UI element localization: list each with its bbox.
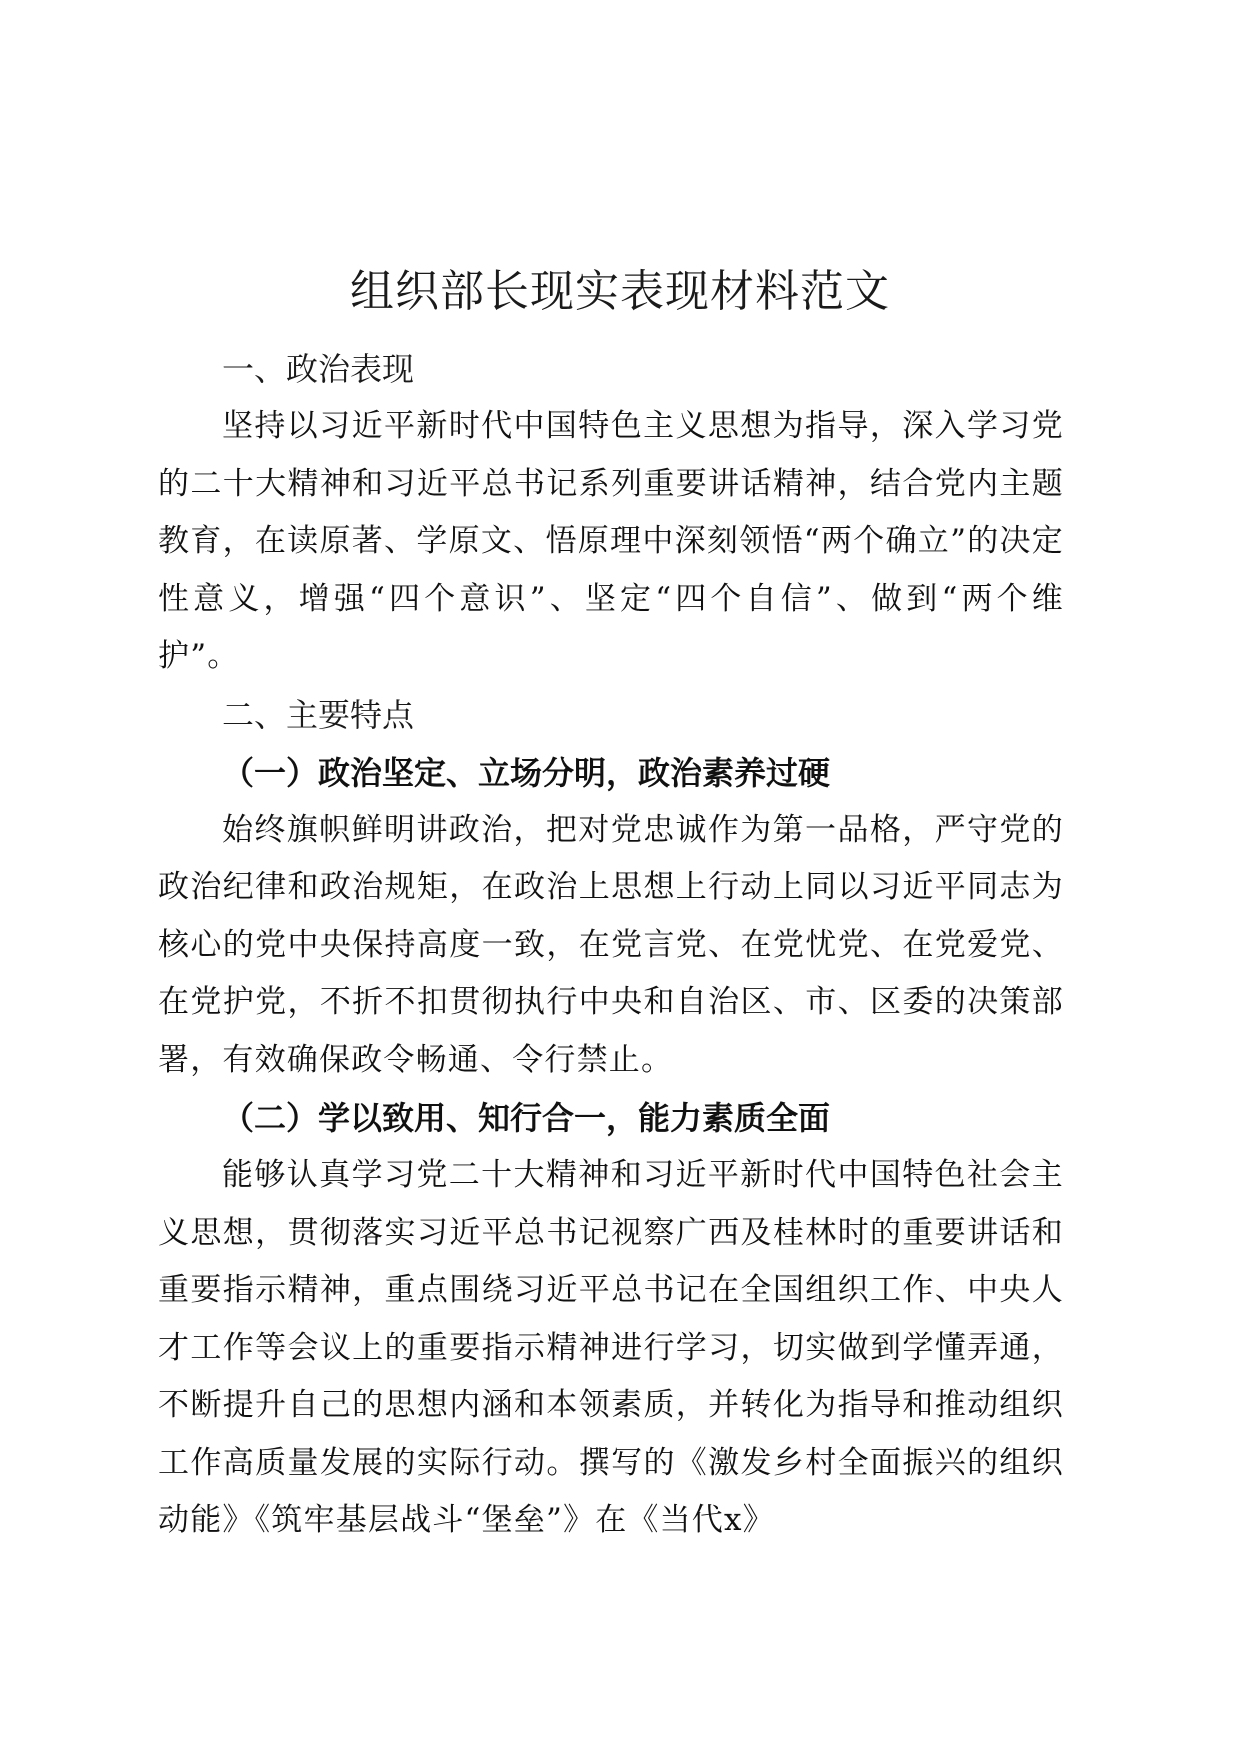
document-title: 组织部长现实表现材料范文	[350, 266, 890, 317]
section-heading-political-performance: 一、政治表现	[222, 350, 415, 388]
paragraph-political-performance: 坚持以习近平新时代中国特色主义思想为指导，深入学习党的二十大精神和习近平总书记系列重要讲话精神，结合党内主题教育，在读原著、学原文、悟原理中深刻领悟“两个确立”的决定性意义，增强“四个意识”、坚定“四个自信”、做到“两个维护”。	[158, 408, 1064, 674]
paragraph-political-firm: 始终旗帜鲜明讲政治，把对党忠诚作为第一品格，严守党的政治纪律和政治规矩，在政治上思想上行动上同以习近平同志为核心的党中央保持高度一致，在党言党、在党忧党、在党爱党、在党护党，不折不扣贯彻执行中央和自治区、市、区委的决策部署，有效确保政令畅通、令行禁止。	[158, 811, 1064, 1078]
paragraph-learning-application: 能够认真学习党二十大精神和习近平新时代中国特色社会主义思想，贯彻落实习近平总书记视察广西及桂林时的重要讲话和重要指示精神，重点围绕习近平总书记在全国组织工作、中央人才工作等会议上的重要指示精神进行学习，切实做到学懂弄通，不断提升自己的思想内涵和本领素质，并转化为指导和推动组织工作高质量发展的实际行动。撰写的《激发乡村全面振兴的组织动能》《筑牢基层战斗“堡垒”》在《当代x》	[158, 1157, 1064, 1538]
subheading-political-firm: （一）政治坚定、立场分明，政治素养过硬	[222, 753, 831, 792]
document-body	[158, 340, 1064, 1550]
subheading-learning-application: （二）学以致用、知行合一，能力素质全面	[222, 1099, 831, 1137]
section-heading-main-features: 二、主要特点	[222, 695, 415, 734]
